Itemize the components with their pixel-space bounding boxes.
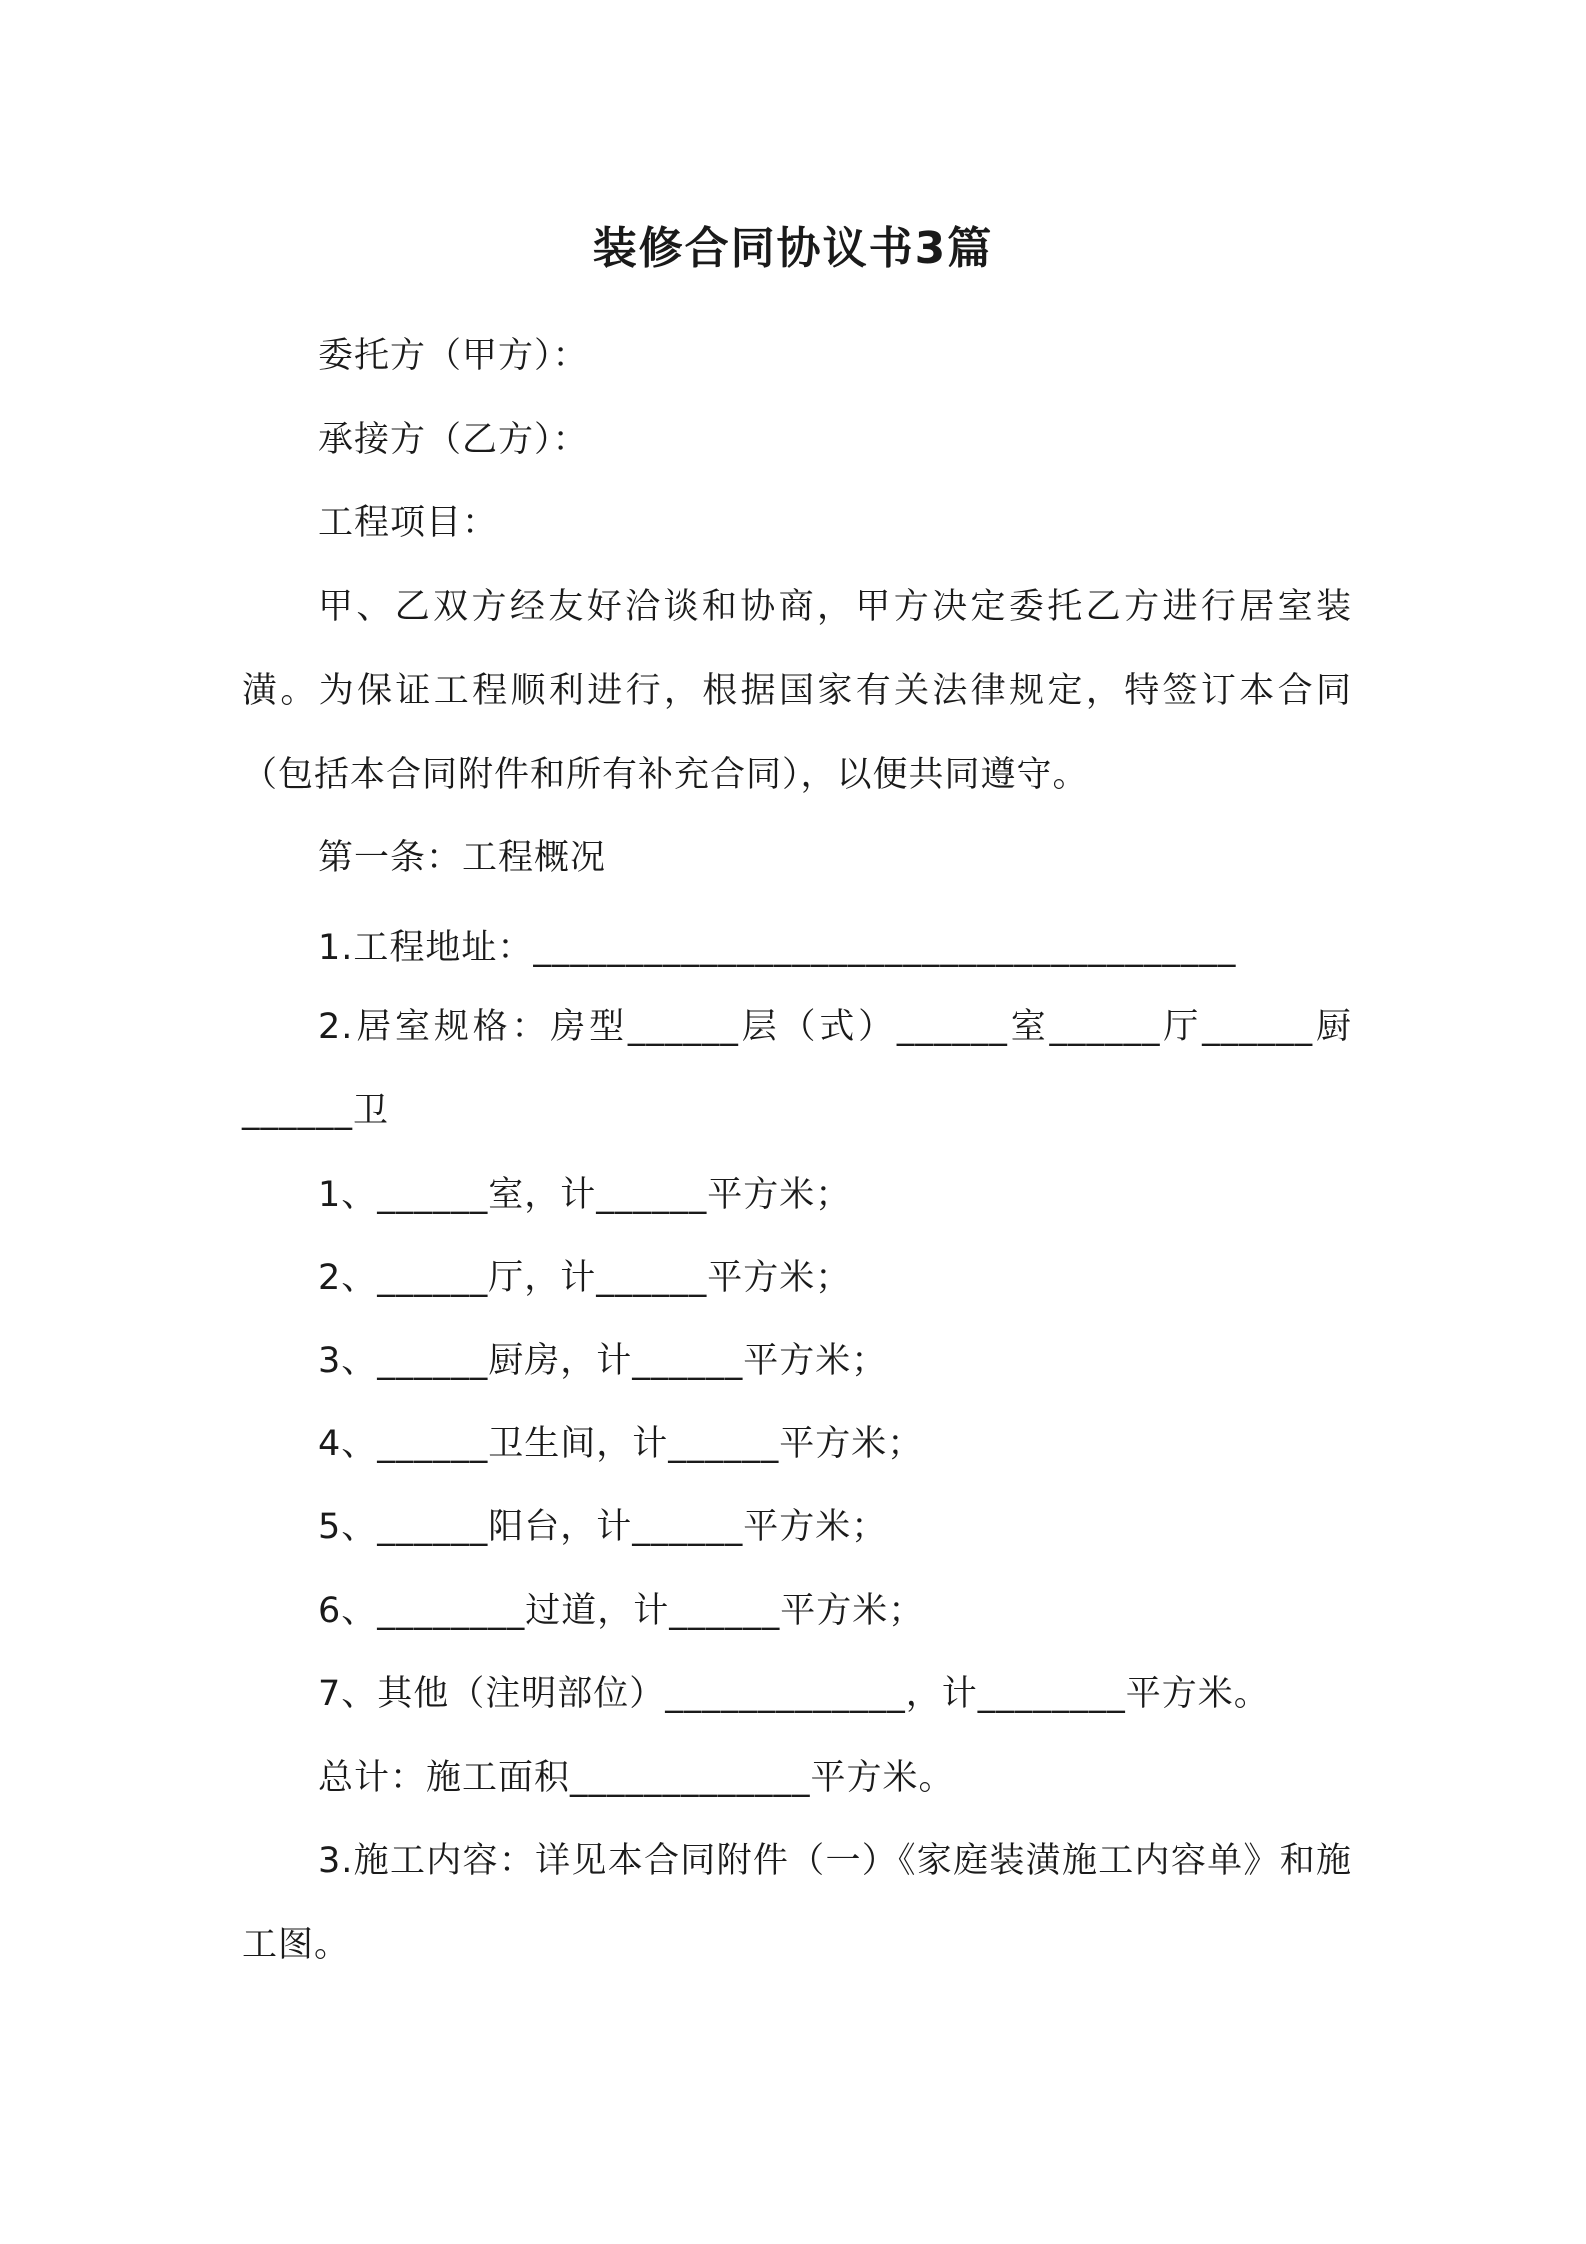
- intro-paragraph: 甲、乙双方经友好洽谈和协商，甲方决定委托乙方进行居室装潢。为保证工程顺利进行，根据国家有关法律规定，特签订本合同（包括本合同附件和所有补充合同），以便共同遵守。: [242, 587, 1352, 795]
- room-spec-item: 2.居室规格：房型______层（式）______室______厅______厨______卫: [242, 1007, 1352, 1131]
- article-1-heading: 第一条：工程概况: [318, 838, 607, 878]
- room-line-3: 3、______厨房，计______平方米；: [318, 1341, 888, 1381]
- room-line-5: 5、______阳台，计______平方米；: [318, 1507, 888, 1547]
- room-line-7: 7、其他（注明部位）_____________，计________平方米。: [318, 1674, 1270, 1714]
- room-line-4: 4、______卫生间，计______平方米；: [318, 1424, 924, 1464]
- room-line-2: 2、______厅，计______平方米；: [318, 1258, 852, 1298]
- document-title: 装修合同协议书3篇: [592, 223, 994, 274]
- address-item: 1.工程地址：______________________________________: [318, 928, 1237, 968]
- room-line-6: 6、________过道，计______平方米；: [318, 1591, 925, 1631]
- party-a-line: 委托方（甲方）：: [318, 336, 589, 376]
- construction-content-item: 3.施工内容：详见本合同附件（一）《家庭装潢施工内容单》和施工图。: [242, 1841, 1352, 1965]
- total-area-line: 总计：施工面积_____________平方米。: [318, 1758, 955, 1798]
- room-line-1: 1、______室，计______平方米；: [318, 1175, 852, 1215]
- party-b-line: 承接方（乙方）：: [318, 420, 589, 460]
- project-line: 工程项目：: [318, 503, 499, 543]
